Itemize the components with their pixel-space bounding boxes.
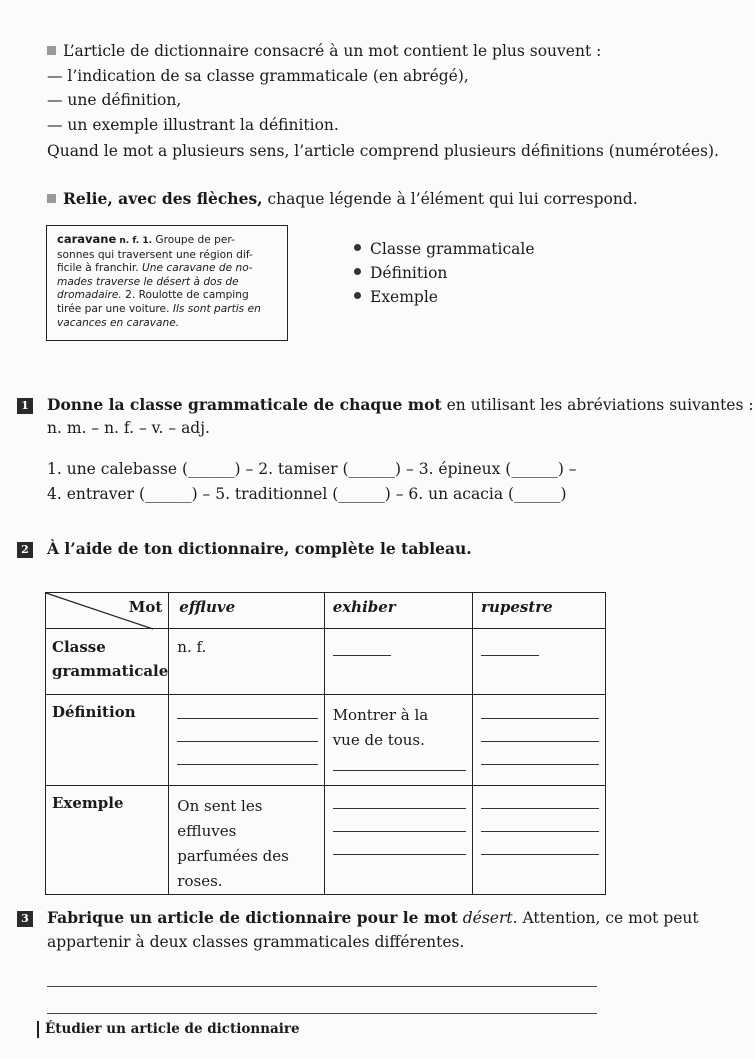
relie-instruction: Relie, avec des flèches, chaque légende à l’élément qui lui correspond.: [47, 187, 638, 211]
exercise-1-abbreviations: n. m. – n. f. – v. – adj.: [47, 419, 210, 437]
answer-line-1[interactable]: [47, 986, 597, 987]
footer-title: Étudier un article de dictionnaire: [45, 1021, 300, 1037]
legend-item-definition[interactable]: Définition: [354, 261, 447, 285]
cell-definition-exhiber[interactable]: Montrer à la vue de tous.: [324, 695, 472, 786]
row-label-definition: Définition: [46, 695, 169, 786]
exercise-2-title: 2 À l’aide de ton dictionnaire, complète le tableau.: [17, 537, 472, 561]
bullet-dot-icon: [354, 292, 361, 299]
exercise-3-line-2: appartenir à deux classes grammaticales différentes.: [47, 933, 465, 951]
legend-item-exemple[interactable]: Exemple: [354, 285, 438, 309]
intro-line-5: Quand le mot a plusieurs sens, l’article comprend plusieurs définitions (numérotées).: [47, 142, 719, 160]
cell-exemple-effluve: On sent les effluves parfumées des roses.: [169, 786, 324, 895]
square-bullet-icon: [47, 46, 56, 55]
intro-line-3: — une définition,: [47, 91, 182, 109]
cell-classe-rupestre[interactable]: [473, 629, 606, 695]
footer-bar: [37, 1021, 39, 1038]
column-header-rupestre: rupestre: [473, 593, 606, 629]
cell-classe-effluve: n. f.: [169, 629, 324, 695]
answer-line-2[interactable]: [47, 1013, 597, 1014]
bullet-dot-icon: [354, 268, 361, 275]
exercise-number-badge: 1: [17, 398, 33, 414]
column-header-exhiber: exhiber: [324, 593, 472, 629]
cell-exemple-exhiber[interactable]: [324, 786, 472, 895]
cell-classe-exhiber[interactable]: [324, 629, 472, 695]
cell-exemple-rupestre[interactable]: [473, 786, 606, 895]
exercise-1-row-2[interactable]: 4. entraver (______) – 5. traditionnel (______) – 6. un acacia (______): [47, 485, 567, 503]
table-corner-cell: Mot: [46, 593, 169, 629]
vocabulary-table: [45, 592, 606, 895]
exercise-1-title: 1 Donne la classe grammaticale de chaque mot en utilisant les abréviations suivantes :: [17, 393, 754, 417]
intro-line-2: — l’indication de sa classe grammaticale (en abrégé),: [47, 67, 469, 85]
exercise-3-title: 3 Fabrique un article de dictionnaire pour le mot désert. Attention, ce mot peut: [17, 906, 699, 930]
cell-definition-effluve[interactable]: [169, 695, 324, 786]
exercise-number-badge: 2: [17, 542, 33, 558]
intro-line-1: L’article de dictionnaire consacré à un mot contient le plus souvent :: [47, 39, 601, 63]
row-label-exemple: Exemple: [46, 786, 169, 895]
cell-definition-rupestre[interactable]: [473, 695, 606, 786]
bullet-dot-icon: [354, 244, 361, 251]
row-label-classe: Classe grammaticale: [46, 629, 169, 695]
exercise-number-badge: 3: [17, 911, 33, 927]
dictionary-entry-box: caravane n. f. 1. Groupe de per- sonnes qui traversent une région dif- ficile à franchir. Une caravane de no- mades traverse le désert à dos de dromadaire. 2. Roulotte de camping tirée par une voiture. Ils sont partis en vacances en caravane.: [46, 225, 288, 341]
square-bullet-icon: [47, 194, 56, 203]
column-header-effluve: effluve: [169, 593, 324, 629]
legend-item-classe[interactable]: Classe grammaticale: [354, 237, 535, 261]
exercise-1-row-1[interactable]: 1. une calebasse (______) – 2. tamiser (______) – 3. épineux (______) –: [47, 460, 577, 478]
intro-line-4: — un exemple illustrant la définition.: [47, 116, 339, 134]
